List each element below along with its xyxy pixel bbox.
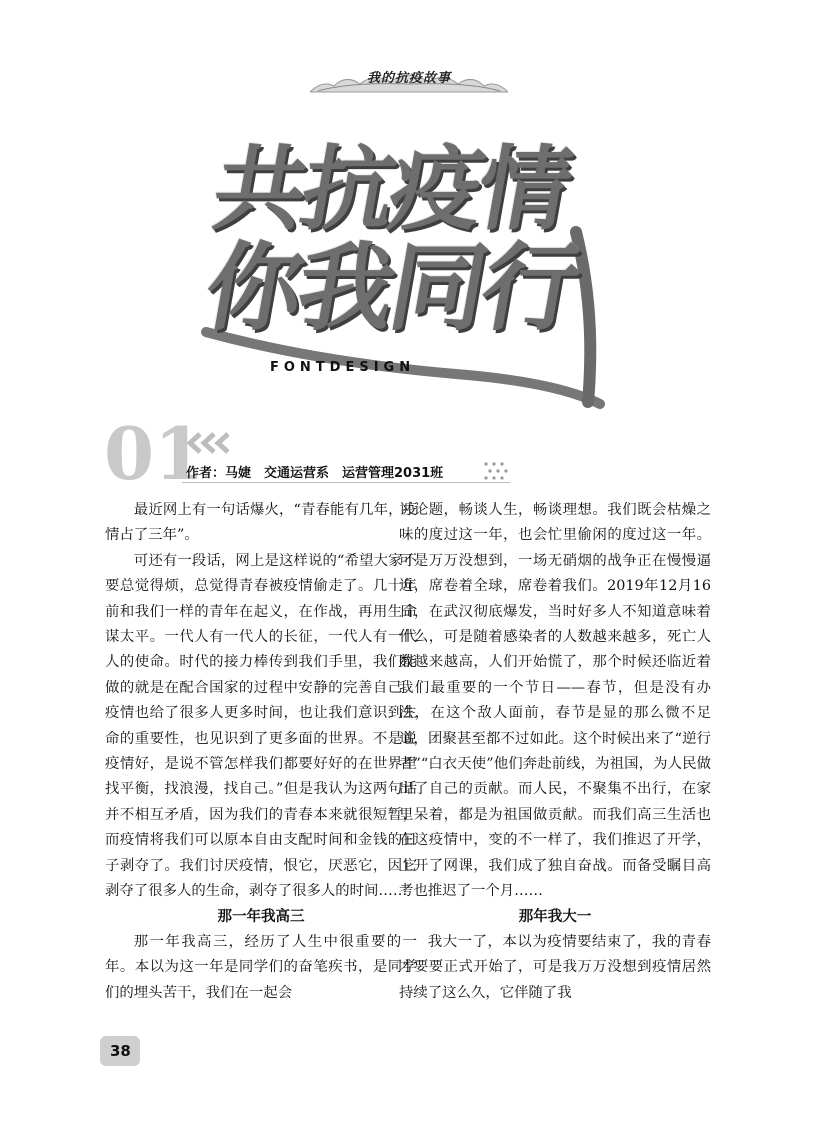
title-line-2: 你我同行	[196, 231, 585, 344]
paragraph: 可还有一段话，网上是这样说的“希望大家不要总觉得烦，总觉得青春被疫情偷走了。几十年前和我们一样的青年在起义，在作战，再用生命谋太平。一代人有一代人的长征，一代人有一代人的使命。时代的接力棒传到我们手里，我们能做的就是在配合国家的过程中安静的完善自己。疫情也给了很多人更多时间，也让我们意识到生命的重要性，也见识到了更多面的世界。不是说疫情好，是说不管怎样我们都要好好的在世界里找平衡，找浪漫，找自己。”但是我认为这两句话并不相互矛盾，因为我们的青春本来就很短暂，而疫情将我们可以原本自由支配时间和金钱的日子剥夺了。我们讨厌疫情，恨它，厌恶它，因它剥夺了很多人的生命，剥夺了很多人的时间……	[105, 552, 417, 900]
byline-bar	[182, 460, 510, 483]
paragraph: 最近网上有一句话爆火，“青春能有几年，疫情占了三年”。	[105, 502, 417, 544]
paragraph: 讨论题，畅谈人生，畅谈理想。我们既会枯燥之味的度过这一年，也会忙里偷闲的度过这一年。可是万万没想到，一场无硝烟的战争正在慢慢逼近，席卷着全球，席卷着我们。2019年12月16日，在武汉彻底爆发，当时好多人不知道意味着什么，可是随着感染者的人数越来越多，死亡人数越来越高，人们开始慌了，那个时候还临近着我们最重要的一个节日——春节，但是没有办法，在这个敌人面前，春节是显的那么微不足道，团聚甚至都不过如此。这个时候出来了“逆行者”“白衣天使”他们奔赴前线，为祖国，为人民做出了自己的贡献。而人民，不聚集不出行，在家里呆着，都是为祖国做贡献。而我们高三生活也在这疫情中，变的不一样了，我们推迟了开学，上开了网课，我们成了独自奋战。而备受瞩目高考也推迟了一个月……	[399, 502, 711, 900]
section-heading: 那一年我高三	[217, 908, 305, 925]
article-column-right	[399, 498, 711, 1006]
title-line-1: 共抗疫情	[205, 135, 577, 243]
byline: 作者：马婕 交通运营系 运营管理2031班	[186, 466, 444, 481]
page-number: 38	[110, 1042, 131, 1060]
paragraph: 我大一了，本以为疫情要结束了，我的青春才要要正式开始了，可是我万万没想到疫情居然持续了这么久，它伴随了我	[399, 933, 711, 1001]
section-number: 01	[104, 411, 205, 496]
chevron-decoration-icon	[186, 432, 240, 454]
paragraph: 那一年我高三，经历了人生中很重要的一年。本以为这一年是同学们的奋笔疾书，是同学们的埋头苦干，我们在一起会	[105, 933, 417, 1001]
section-heading: 那年我大一	[518, 908, 592, 925]
dot-pattern-icon	[482, 460, 510, 482]
column-title: 我的抗疫故事	[366, 71, 451, 86]
title-subtitle: FONTDESIGN	[270, 360, 416, 375]
column-header	[310, 62, 508, 94]
article-column-left	[105, 498, 417, 1006]
